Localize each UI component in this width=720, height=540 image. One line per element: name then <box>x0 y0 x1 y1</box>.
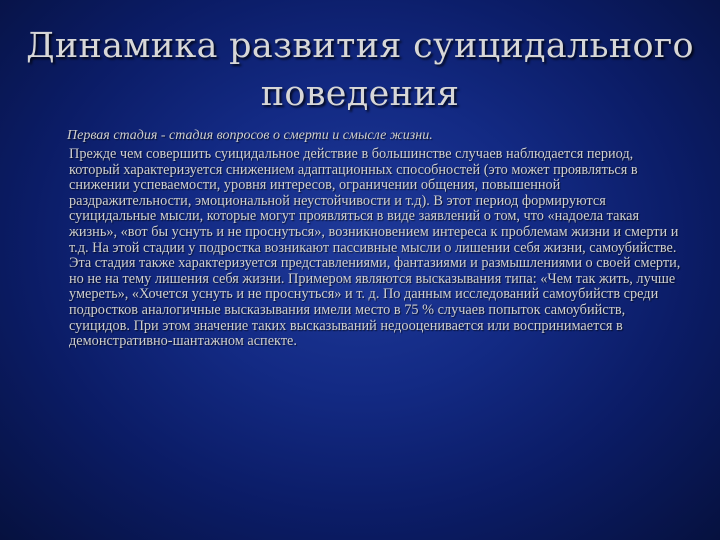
first-stage-line: Первая стадия - стадия вопросов о смерти и смысле жизни. <box>67 128 433 143</box>
slide-content <box>60 128 685 350</box>
body-paragraph: Прежде чем совершить суицидальное действие в большинстве случаев наблюдается период, который характеризуется снижением адаптационных способностей (это может проявляться в снижении успеваемости, уровня интересов, ограничении общения, повышенной раздражительности, эмоциональной неустойчивости и т.д). В этот период формируются суицидальные мысли, которые могут проявляться в виде заявлений о том, что «надоела такая жизнь», «вот бы уснуть и не проснуться», возникновением интереса к проблемам жизни и смерти и т.д. На этой стадии у подростка возникают пассивные мысли о лишении себя жизни, самоубийстве. Эта стадия также характеризуется представлениями, фантазиями и размышлениями о своей смерти, но не на тему лишения себя жизни. Примером являются высказывания типа: «Чем так жить, лучше умереть», «Хочется уснуть и не проснуться» и т. д. По данным исследований самоубийств среди подростков аналогичные высказывания имели место в 75 % случаев попыток самоубийств, суицидов. При этом значение таких высказываний недооценивается или воспринимается в демонстративно-шантажном аспекте. <box>69 146 681 350</box>
slide-title: Динамика развития суицидального поведения <box>26 26 694 114</box>
